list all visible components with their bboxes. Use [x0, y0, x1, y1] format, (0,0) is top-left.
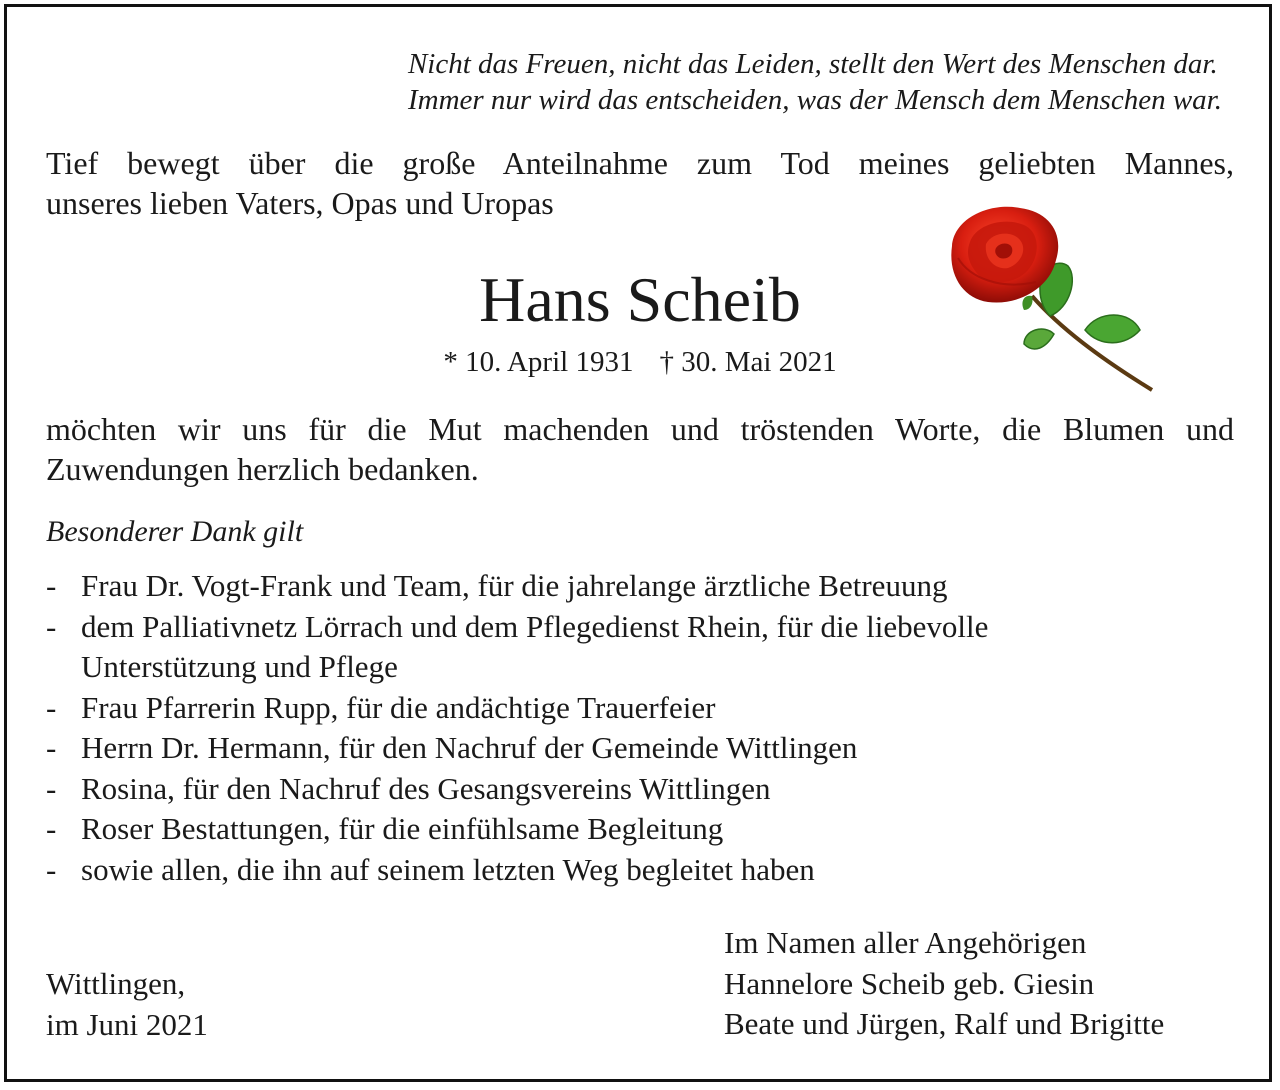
signature-line-3: Beate und Jürgen, Ralf und Brigitte — [724, 1006, 1165, 1041]
list-item-text: Roser Bestattungen, für die einfühlsame Begleitung — [81, 811, 724, 846]
place: Wittlingen, — [46, 966, 186, 1001]
thanks-list — [46, 566, 1196, 890]
list-dash: - — [46, 568, 57, 603]
list-item — [46, 566, 1196, 607]
list-item-text: dem Palliativnetz Lörrach und dem Pflegedienst Rhein, für die liebevolle — [81, 608, 989, 644]
motto-line-1: Nicht das Freuen, nicht das Leiden, stellt den Wert des Menschen dar. — [407, 48, 1218, 80]
list-dash: - — [46, 851, 57, 887]
thanks-line-2: Zuwendungen herzlich bedanken. — [46, 451, 479, 487]
death-date: † 30. Mai 2021 — [659, 346, 837, 378]
list-dash: - — [46, 730, 57, 765]
list-dash: - — [46, 770, 57, 806]
intro-line-2: unseres lieben Vaters, Opas und Uropas — [46, 185, 554, 221]
list-dash: - — [46, 608, 57, 644]
motto-quote — [408, 46, 1222, 118]
thanks-paragraph — [46, 409, 1234, 489]
thanks-line-1: möchten wir uns für die Mut machenden und tröstenden Worte, die Blumen und — [46, 411, 1234, 447]
list-item — [46, 688, 1196, 729]
list-item — [46, 769, 1196, 810]
intro-line-1: Tief bewegt über die große Anteilnahme zum Tod meines geliebten Mannes, — [46, 145, 1234, 181]
signature-line-1: Im Namen aller Angehörigen — [724, 925, 1087, 960]
list-item-text: Herrn Dr. Hermann, für den Nachruf der Gemeinde Wittlingen — [81, 730, 858, 765]
special-thanks-heading: Besonderer Dank gilt — [46, 515, 304, 548]
list-item — [46, 850, 1196, 891]
list-item-text: Frau Dr. Vogt-Frank und Team, für die jahrelange ärztliche Betreuung — [81, 568, 948, 603]
list-item-text: Frau Pfarrerin Rupp, für die andächtige Trauerfeier — [81, 689, 716, 725]
rose-leaf — [1085, 315, 1140, 343]
deceased-name: Hans Scheib — [479, 264, 801, 335]
rose-leaf — [1022, 296, 1032, 310]
signature-line-2: Hannelore Scheib geb. Giesin — [724, 965, 1095, 1001]
list-item-text-continued: Unterstützung und Pflege — [81, 649, 398, 684]
date: im Juni 2021 — [46, 1006, 208, 1042]
motto-line-2: Immer nur wird das entscheiden, was der Mensch dem Menschen war. — [407, 84, 1222, 116]
list-item-text: sowie allen, die ihn auf seinem letzten Weg begleitet haben — [81, 851, 815, 887]
rose-leaf — [1024, 329, 1054, 349]
list-dash: - — [46, 689, 57, 725]
list-item — [46, 728, 1196, 769]
signature-block — [724, 923, 1164, 1045]
red-rose-icon — [940, 198, 1160, 398]
place-date — [46, 964, 208, 1045]
list-item — [46, 607, 1196, 688]
list-dash: - — [46, 811, 57, 846]
list-item-text: Rosina, für den Nachruf des Gesangsvereins Wittlingen — [81, 770, 771, 806]
list-item — [46, 809, 1196, 850]
birth-date: * 10. April 1931 — [443, 346, 634, 378]
